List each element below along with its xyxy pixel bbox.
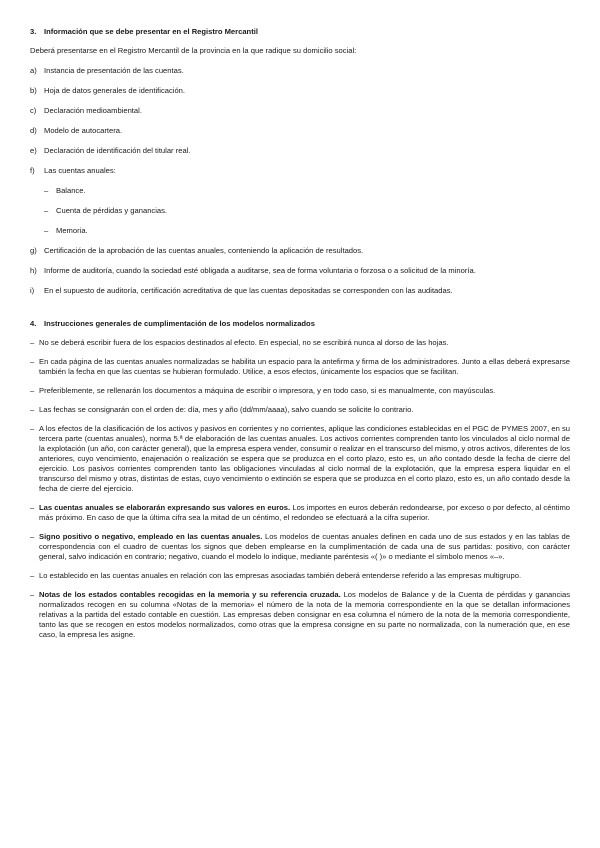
section-4-heading	[30, 319, 570, 329]
list-item: g) Certificación de la aprobación de las cuentas anuales, conteniendo la aplicación de resultados.	[30, 246, 364, 255]
list-item: c) Declaración medioambiental.	[30, 106, 142, 115]
section-3-heading	[30, 27, 570, 37]
sub-list-item: – Cuenta de pérdidas y ganancias.	[44, 206, 168, 215]
bullet-item: – Signo positivo o negativo, empleado en las cuentas anuales. Los modelos de cuentas anuales definen en cada uno de sus estados y en las tablas de correspondencia con el cuadro de cuentas los signos que deben emplearse en la cumplimentación de cada una de sus partidas: positivo, con carácter general, salvo indicación en contrario; negativo, cuando el modelo lo indique, mediante paréntesis «( )» o mediante el símbolo menos «–».	[30, 532, 570, 561]
bullet-item: – Notas de los estados contables recogidas en la memoria y su referencia cruzada. Los modelos de Balance y de la Cuenta de pérdidas y ganancias normalizados recogen en su columna «Notas de la memoria» el número de la nota de la memoria correspondiente en la que se detallan informaciones relativas a la partida del estado contable en cuestión. Las empresas deben consignar en esa columna el número de la nota de la memoria correspondiente, tanto las que se recogen en estos modelos normalizados, como otras que la empresa consigne en su parte no normalizada, con la numeración que, en ese caso, la empresa les asigne.	[30, 590, 570, 639]
bullet-item: – Las fechas se consignarán con el orden de: día, mes y año (dd/mm/aaaa), salvo cuando se solicite lo contrario.	[30, 405, 414, 414]
section-4-title: Instrucciones generales de cumplimentación de los modelos normalizados	[44, 319, 315, 328]
list-item: a) Instancia de presentación de las cuentas.	[30, 66, 184, 75]
sub-list-item: – Memoria.	[44, 226, 88, 235]
bullet-item: – Preferiblemente, se rellenarán los documentos a máquina de escribir o impresora, y en todo caso, si es manualmente, con mayúsculas.	[30, 386, 496, 395]
list-item: f) Las cuentas anuales:	[30, 166, 116, 175]
list-item: e) Declaración de identificación del titular real.	[30, 146, 191, 155]
list-item: h) Informe de auditoría, cuando la sociedad esté obligada a auditarse, sea de forma voluntaria o forzosa o a solicitud de la minoría.	[30, 266, 476, 275]
section-4-list	[30, 338, 570, 640]
bullet-item: – Lo establecido en las cuentas anuales en relación con las empresas asociadas también deberá entenderse referido a las empresas multigrupo.	[30, 571, 522, 580]
section-3-title: Información que se debe presentar en el Registro Mercantil	[44, 27, 258, 36]
list-item: d) Modelo de autocartera.	[30, 126, 123, 135]
section-4-number: 4.	[30, 319, 37, 328]
bullet-item: – Las cuentas anuales se elaborarán expresando sus valores en euros. Los importes en euros deberán redondearse, por exceso o por defecto, al céntimo más próximo. En caso de que la última cifra sea la mitad de un céntimo, el redondeo se efectuará a la cifra superior.	[30, 503, 570, 522]
bullet-item: – No se deberá escribir fuera de los espacios destinados al efecto. En especial, no se escribirá nunca al dorso de las hojas.	[30, 338, 449, 347]
bullet-item: – A los efectos de la clasificación de los activos y pasivos en corrientes y no corrientes, aplique las condiciones establecidas en el PGC de PYMES 2007, en su tercera parte (cuentas anuales), norma 5.ª de elaboración de las cuentas anuales. Los activos corrientes comprenden tanto los vinculados al ciclo normal de la explotación (un año, con carácter general), que la empresa espera vender, consumir o realizar en el transcurso del mismo, y otros activos, diferentes de los anteriores, cuyo vencimiento, enajenación o realización se espera que se produzca en el corto plazo, esto es, un año contado desde la fecha de cierre del ejercicio. Los pasivos corrientes comprenden tanto las obligaciones vinculadas al ciclo normal de la explotación, que la empresa espera liquidar en el transcurso del mismo y otras, distintas de estas, cuyo vencimiento o extinción se espera que se produzca en el corto plazo, esto es, un año contado desde la fecha de cierre del ejercicio.	[30, 424, 570, 493]
section-3-number: 3.	[30, 27, 37, 36]
section-3-list	[30, 66, 570, 296]
section-3-intro: Deberá presentarse en el Registro Mercantil de la provincia en la que radique su domicilio social:	[30, 46, 357, 55]
sub-list-item: – Balance.	[44, 186, 86, 195]
list-item: i) En el supuesto de auditoría, certificación acreditativa de que las cuentas depositadas se corresponden con las auditadas.	[30, 286, 453, 295]
bullet-item: – En cada página de las cuentas anuales normalizadas se habilita un espacio para la antefirma y firma de los administradores. Junto a ellas deberá expresarse también la fecha en que las cuentas se hubieran formulado. Utilice, a esos efectos, únicamente los espacios que se facilitan.	[30, 357, 570, 376]
list-item: b) Hoja de datos generales de identificación.	[30, 86, 185, 95]
